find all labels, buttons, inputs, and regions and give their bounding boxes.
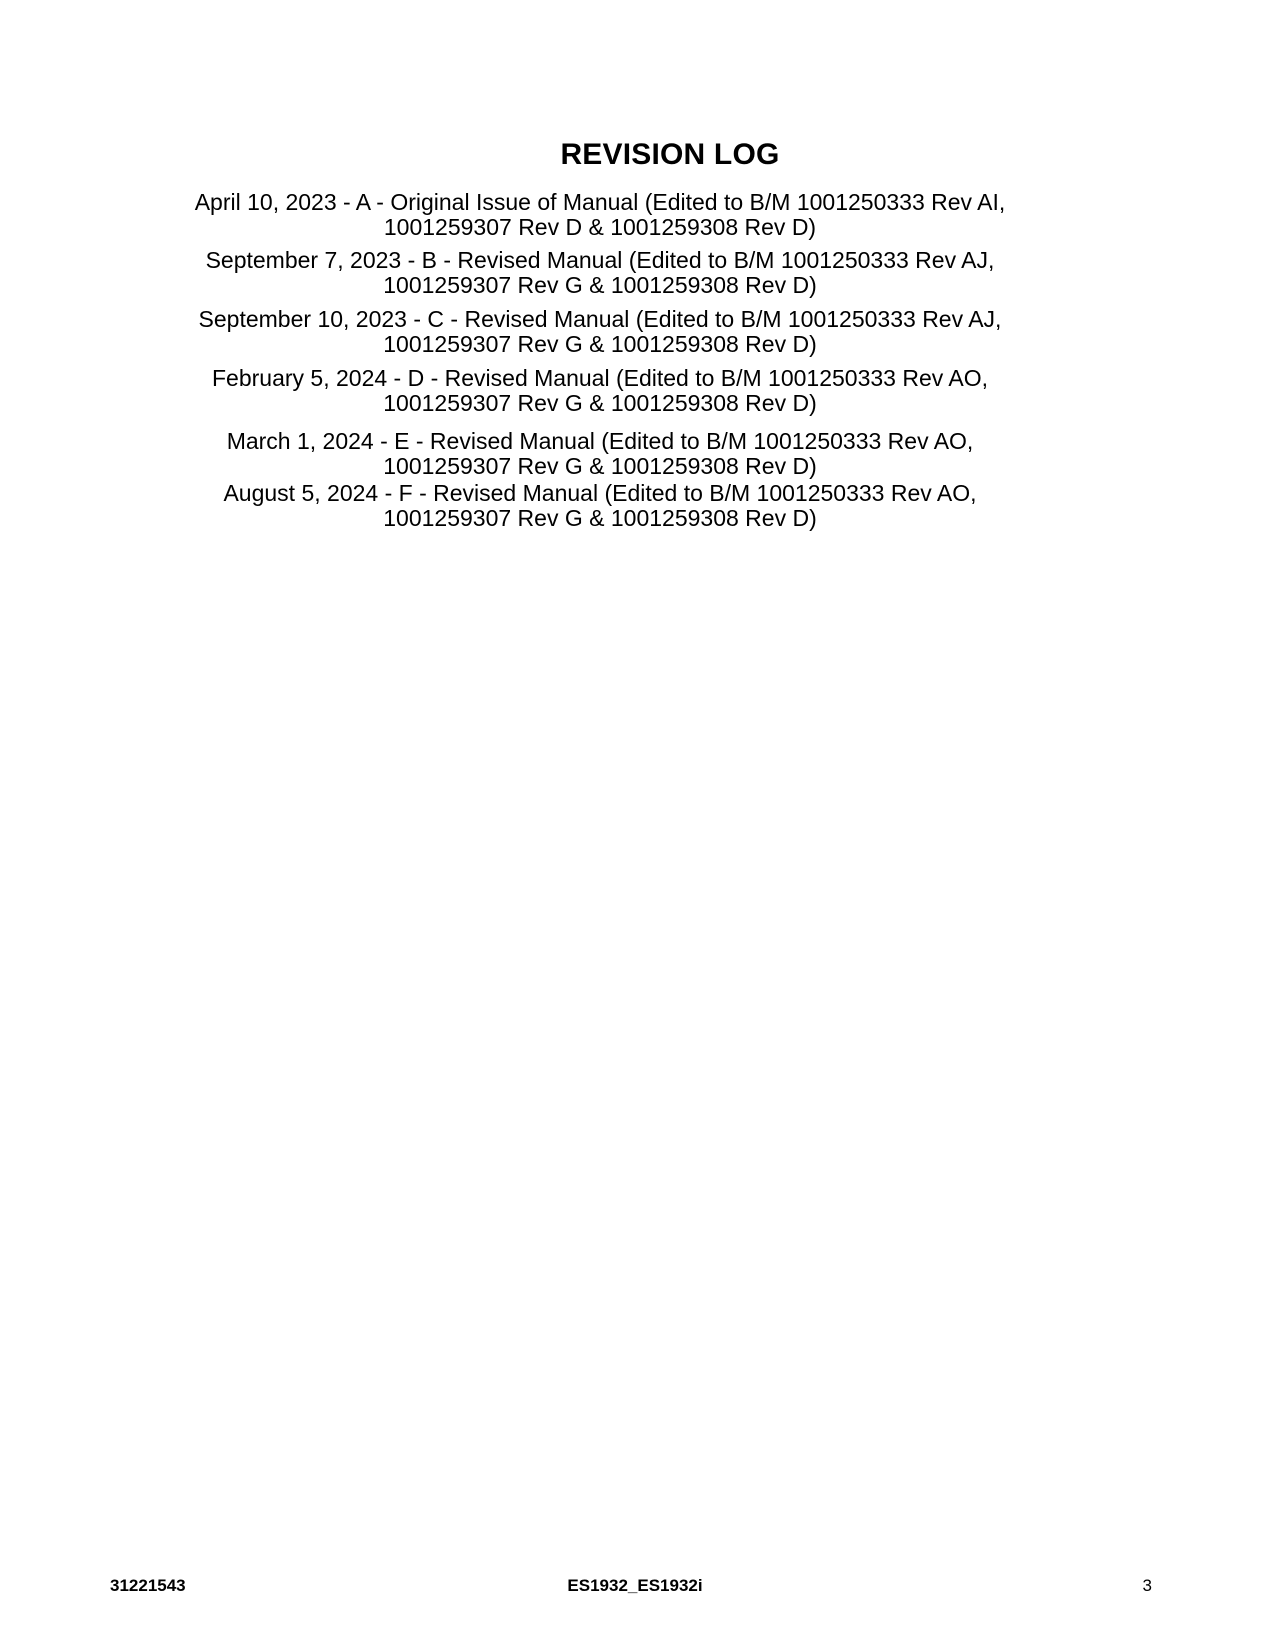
revision-entry-line1: March 1, 2024 - E - Revised Manual (Edited to B/M 1001250333 Rev AO,	[226, 428, 974, 454]
revision-entry-a	[160, 190, 1040, 240]
revision-entry-line2: 1001259307 Rev D & 1001259308 Rev D)	[383, 214, 817, 240]
footer-document-number: 31221543	[110, 1576, 186, 1595]
revision-entry-f	[160, 481, 1040, 531]
footer-page-number: 3	[1142, 1576, 1152, 1595]
revision-entry-line2: 1001259307 Rev G & 1001259308 Rev D)	[383, 390, 817, 416]
revision-entry-line1: February 5, 2024 - D - Revised Manual (Edited to B/M 1001250333 Rev AO,	[211, 365, 989, 391]
revision-entry-b	[160, 248, 1040, 298]
revision-entry-line2: 1001259307 Rev G & 1001259308 Rev D)	[383, 505, 817, 531]
revision-entry-line2: 1001259307 Rev G & 1001259308 Rev D)	[383, 272, 817, 298]
revision-entry-line1: April 10, 2023 - A - Original Issue of Manual (Edited to B/M 1001250333 Rev AI,	[194, 189, 1006, 215]
revision-entry-c	[160, 307, 1040, 357]
page-title: REVISION LOG	[560, 138, 780, 171]
revision-entry-line1: September 7, 2023 - B - Revised Manual (Edited to B/M 1001250333 Rev AJ,	[205, 247, 995, 273]
footer-model: ES1932_ES1932i	[567, 1576, 703, 1595]
revision-entry-line1: September 10, 2023 - C - Revised Manual (Edited to B/M 1001250333 Rev AJ,	[198, 306, 1002, 332]
revision-entry-line2: 1001259307 Rev G & 1001259308 Rev D)	[383, 453, 817, 479]
revision-entry-d	[160, 366, 1040, 416]
revision-entry-e	[160, 429, 1040, 479]
revision-entry-line1: August 5, 2024 - F - Revised Manual (Edited to B/M 1001250333 Rev AO,	[223, 480, 977, 506]
revision-entry-line2: 1001259307 Rev G & 1001259308 Rev D)	[383, 331, 817, 357]
